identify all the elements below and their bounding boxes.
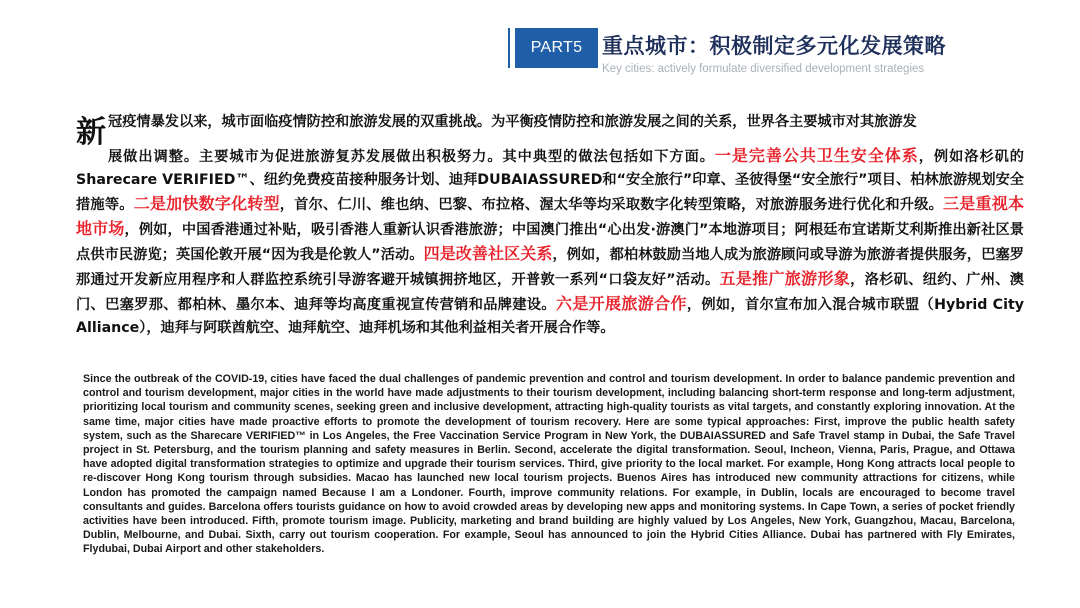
cn-text-3: ，首尔、仁川、维也纳、巴黎、布拉格、渥太华等均采取数字化转型策略，对旅游服务进行优化和升级。 bbox=[279, 197, 944, 213]
cn-first-line: 冠疫情暴发以来，城市面临疫情防控和旅游发展的双重挑战。为平衡疫情防控和旅游发展之间的关系，世界各主要城市对其旅游发 bbox=[108, 114, 917, 130]
english-paragraph: Since the outbreak of the COVID-19, cities have faced the dual challenges of pandemic prevention and control and tourism development. In order to balance pandemic prevention and control and tourism development, major cities in the world have made adjustments to their tourism development, including balancing short-term response and long-term adjustment, prioritizing local tourism and community scenes, seeking green and inclusive development, attracting high-quality tourists as vital targets, and constantly exploring innovation. At the same time, major cities have made proactive efforts to promote the development of tourism recovery. Here are some typical approaches: First, improve the public health safety system, such as the Sharecare VERIFIED™ in Los Angeles, the Free Vaccination Service Program in New York, the DUBAIASSURED and Safe Travel stamp in Dubai, the Safe Travel project in St. Petersburg, and the tourism planning and safety measures in Berlin. Second, accelerate the digital transformation. Seoul, Incheon, Vienna, Paris, Prague, and Ottawa have adopted digital transformation strategies to optimize and upgrade their tourism services. Third, give priority to the local market. For example, Hong Kong attracts local people to re-discover Hong Kong tourism through subsidies. Macao has launched new local tourism projects. Buenos Aires has introduced new community attractions for citizens, while London has promoted the campaign named Because I am a Londoner. Fourth, improve community relations. For example, in Dublin, locals are encouraged to become travel consultants and guides. Barcelona offers tourists guidance on how to avoid crowded areas by developing new apps and monitoring systems. In Cape Town, a series of pocket friendly activities have been introduced. Fifth, promote tourism image. Publicity, marketing and brand building are highly valued by Los Angeles, New York, Guangzhou, Macau, Barcelona, Dublin, Melbourne, and Dubai. Sixth, carry out tourism cooperation. For example, Seoul has announced to join the Hybrid Cities Alliance. Dubai has partnered with Fly Emirates, Flydubai, Dubai Airport and other stakeholders. bbox=[83, 373, 1015, 556]
highlight-digital-transformation: 二是加快数字化转型 bbox=[133, 194, 280, 213]
page-title: 重点城市：积极制定多元化发展策略 bbox=[602, 34, 946, 58]
highlight-public-health: 一是完善公共卫生安全体系 bbox=[714, 146, 919, 165]
highlight-local-market: 三是重视本地市场 bbox=[76, 194, 1024, 238]
highlight-tourism-cooperation: 六是开展旅游合作 bbox=[555, 294, 687, 313]
cn-text-1: 展做出调整。主要城市为促进旅游复苏发展做出积极努力。其中典型的做法包括如下方面。 bbox=[108, 149, 715, 165]
cn-text-4: ，例如，中国香港通过补贴，吸引香港人重新认识香港旅游；中国澳门推出“心出发·游澳门”本地游项目；阿根廷布宜诺斯艾利斯推出新社区景点供市民游览；英国伦敦开展“因为我是伦敦人”活动。 bbox=[76, 222, 1024, 263]
drop-cap: 新 bbox=[76, 115, 106, 150]
cn-text-6: ，洛杉矶、纽约、广州、澳门、巴塞罗那、都柏林、墨尔本、迪拜等均高度重视宣传营销和品牌建设。 bbox=[76, 272, 1024, 313]
cn-text-5: ，例如，都柏林鼓励当地人成为旅游顾问或导游为旅游者提供服务，巴塞罗那通过开发新应用程序和人群监控系统引导游客避开城镇拥挤地区，开普敦一系列“口袋友好”活动。 bbox=[76, 247, 1024, 288]
highlight-tourism-image: 五是推广旅游形象 bbox=[719, 269, 851, 288]
highlight-community-relations: 四是改善社区关系 bbox=[423, 244, 553, 263]
chinese-paragraph bbox=[76, 108, 1024, 340]
cn-text-7: ，例如，首尔宣布加入混合城市联盟（Hybrid City Alliance），迪拜与阿联酋航空、迪拜航空、迪拜机场和其他利益相关者开展合作等。 bbox=[76, 297, 1024, 336]
slide-header bbox=[508, 28, 1080, 82]
cn-text-2: ，例如洛杉矶的Sharecare VERIFIED™、纽约免费疫苗接种服务计划、迪拜DUBAIASSURED和“安全旅行”印章、圣彼得堡“安全旅行”项目、柏林旅游规划安全措施等。 bbox=[76, 149, 1024, 213]
page-subtitle: Key cities: actively formulate diversified development strategies bbox=[602, 63, 925, 75]
part-label: PART5 bbox=[530, 39, 583, 56]
part-badge bbox=[510, 28, 598, 68]
